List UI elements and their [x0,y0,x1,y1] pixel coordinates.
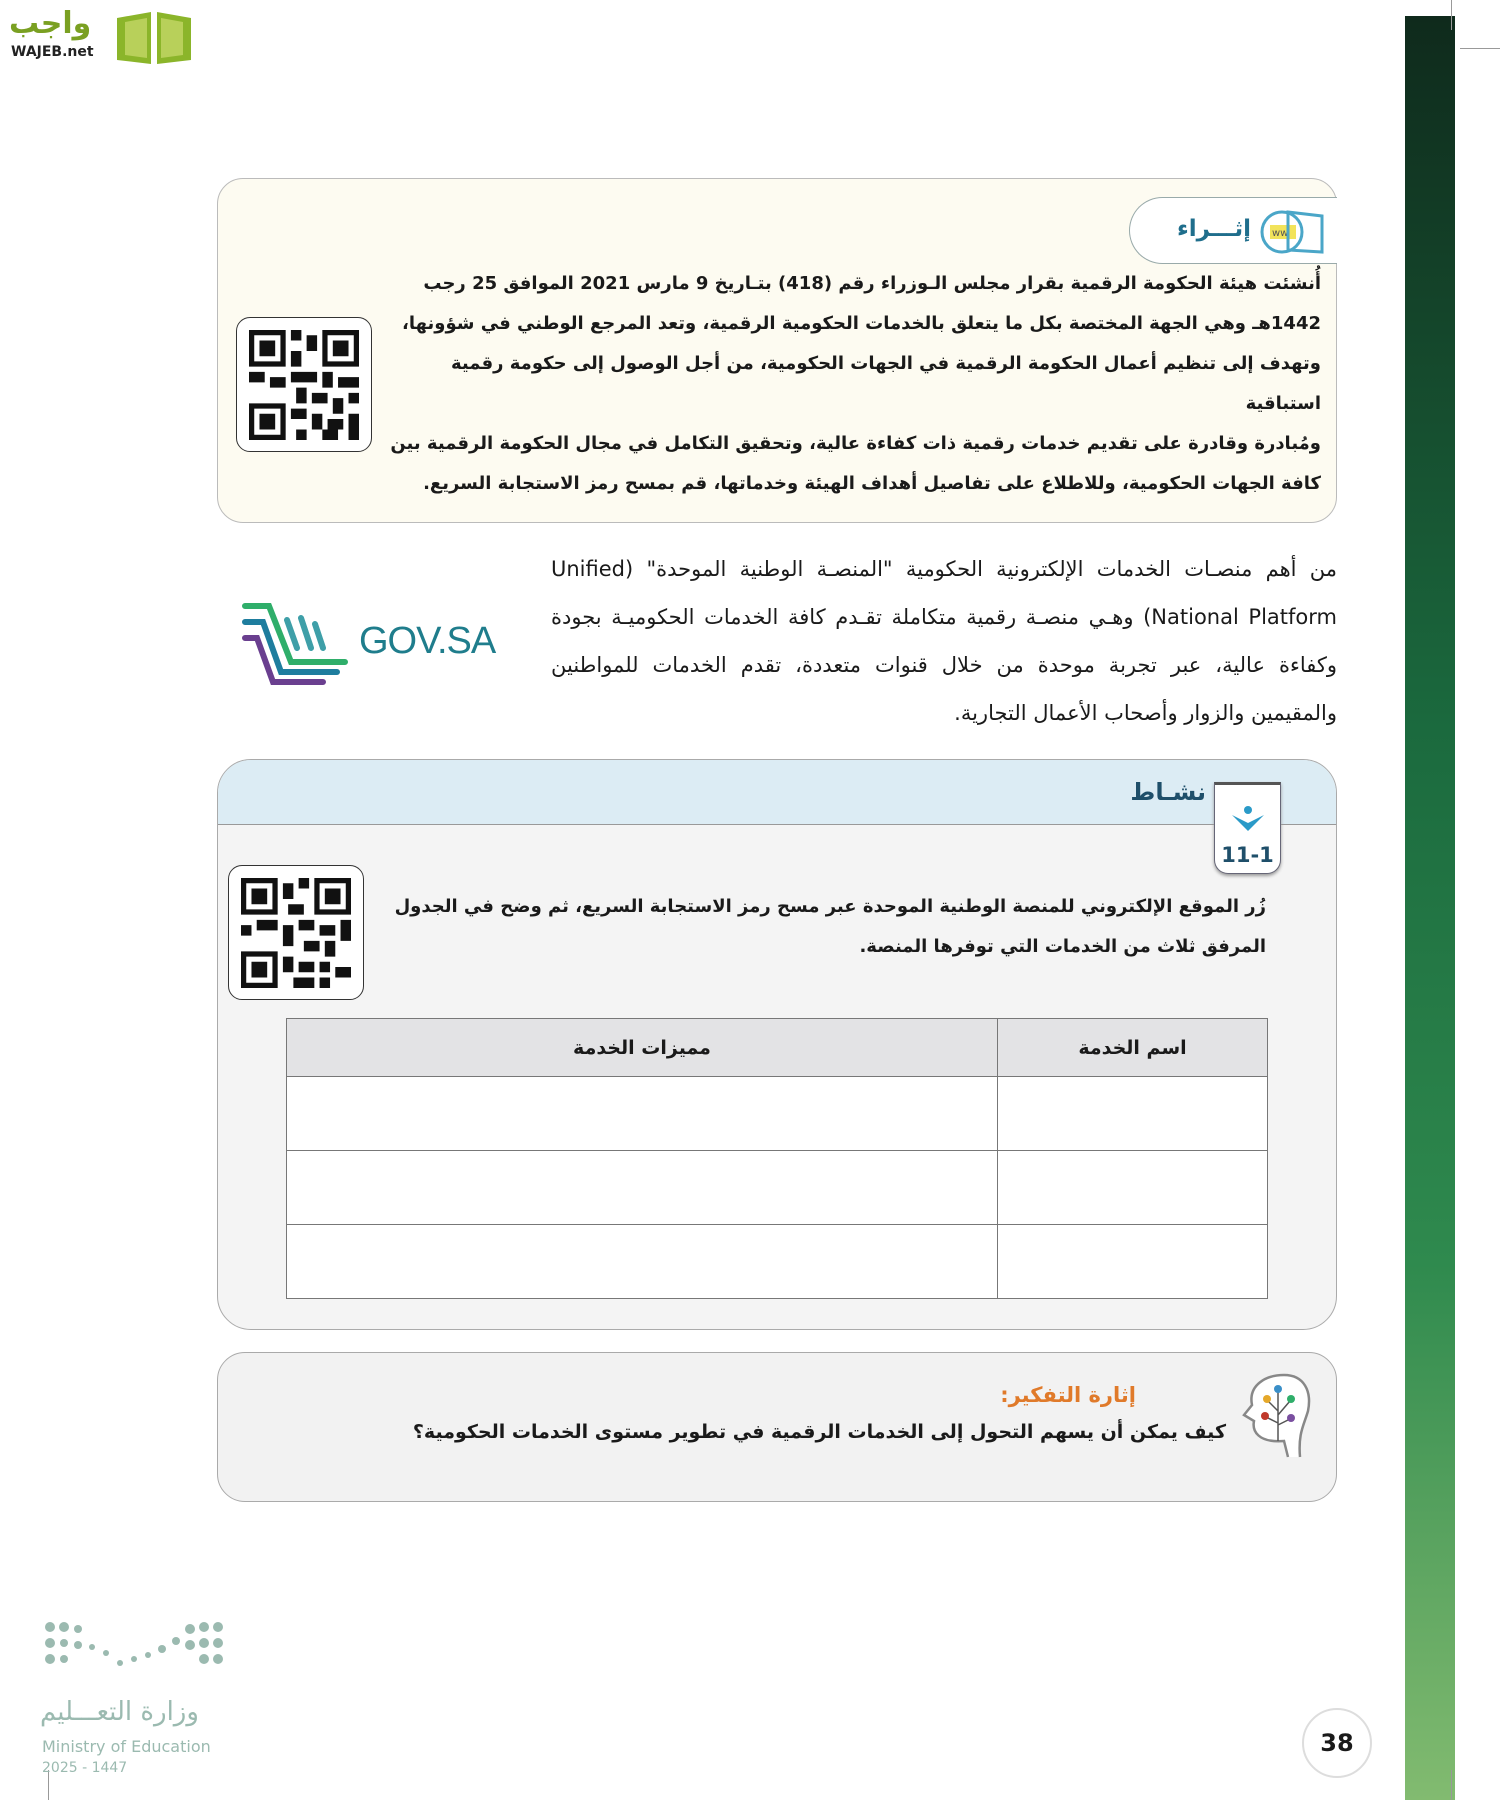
platform-section [217,545,1337,737]
book-icon [113,8,195,66]
ministry-name-en: Ministry of Education [42,1737,211,1756]
wajeb-logo[interactable] [9,6,194,66]
activity-badge [1214,782,1281,874]
services-table [286,1018,1268,1299]
activity-header [218,760,1336,825]
instruction-line: المرفق ثلاث من الخدمات التي توفرها المنصة. [859,936,1266,957]
svg-text:ww: ww [1272,228,1289,239]
crop-mark [1451,1770,1452,1800]
logo-english: WAJEB.net [11,44,94,60]
ministry-logo [40,1615,240,1785]
ministry-name-ar: وزارة التعـــليم [40,1697,199,1727]
gov-sa-logo [241,596,511,686]
brain-head-icon [1238,1371,1314,1461]
thinking-title: إثارة التفكير: [1000,1383,1136,1407]
logo-arabic: واجب [9,6,92,41]
activity-instructions [382,865,1266,967]
paragraph-line: أُنشئت هيئة الحكومة الرقمية بقرار مجلس الـوزراء رقم (418) بتـاريخ 9 مارس 2021 الموافق 25 رجب [423,273,1321,294]
activity-title: نشـاط [1130,778,1206,806]
thinking-question: كيف يمكن أن يسهم التحول إلى الخدمات الرقمية في تطوير مستوى الخدمات الحكومية؟ [412,1421,1226,1443]
platform-paragraph: من أهم منصـات الخدمات الإلكترونية الحكومية "المنصـة الوطنية الموحدة" (Unified National Platform) وهـي منصـة رقمية متكاملة تقـدم كافة الخدمات الحكوميـة بجودة وكفاءة عالية، عبر تجربة موحدة من خلال قنوات متعددة، تقدم الخدمات للمواطنين والمقيمين والزوار وأصحاب الأعمال التجارية. [551,557,1337,725]
edition-year: 2025 - 1447 [42,1760,128,1776]
thinking-box [217,1352,1337,1502]
table-row [287,1151,1268,1225]
paragraph-line: ومُبادرة وقادرة على تقديم خدمات رقمية ذات كفاءة عالية، وتحقيق التكامل في مجال الحكومة الرقمية بين [390,433,1321,454]
crop-mark [1460,48,1500,49]
paragraph-line: 1442هـ وهي الجهة المختصة بكل ما يتعلق بالخدمات الحكومية الرقمية، وتعد المرجع الوطني في شؤونها، [402,313,1321,334]
crop-mark [1451,0,1452,30]
gov-sa-text: GOV.SA [359,620,496,662]
activity-arrow-icon [1228,805,1268,835]
service-features-cell[interactable] [287,1225,998,1299]
table-row [287,1077,1268,1151]
instruction-line: زُر الموقع الإلكتروني للمنصة الوطنية الموحدة عبر مسح رمز الاستجابة السريع، ثم وضح في الجدول [394,896,1266,917]
ministry-dots-icon [44,1619,224,1689]
table-row [287,1225,1268,1299]
paragraph-line: وتهدف إلى تنظيم أعمال الحكومة الرقمية في الجهات الحكومية، من أجل الوصول إلى حكومة رقمية استباقية [451,353,1321,414]
paragraph-line: كافة الجهات الحكومية، وللاطلاع على تفاصيل أهداف الهيئة وخدماتها، قم بمسح رمز الاستجابة السريع. [423,473,1321,494]
qr-code-icon [249,330,359,440]
enrichment-box [217,178,1337,523]
service-name-cell[interactable] [998,1225,1268,1299]
gov-sa-emblem-icon [241,600,351,686]
activity-number: 11-1 [1221,843,1274,867]
enrichment-paragraph [390,264,1321,504]
qr-code-icon [241,878,351,988]
page-number: 38 [1302,1708,1372,1778]
service-features-cell[interactable] [287,1151,998,1225]
activity-box [217,759,1337,1330]
green-side-bar [1405,16,1455,1800]
service-name-cell[interactable] [998,1151,1268,1225]
header-service-name: اسم الخدمة [998,1019,1268,1077]
service-features-cell[interactable] [287,1077,998,1151]
enrichment-header [1129,197,1337,264]
qr-code[interactable] [228,865,364,1000]
web-book-icon [1258,208,1326,256]
enrichment-title: إثـــراء [1176,216,1251,242]
qr-code[interactable] [236,317,372,452]
page-content [217,178,1337,1502]
header-service-features: مميزات الخدمة [287,1019,998,1077]
service-name-cell[interactable] [998,1077,1268,1151]
